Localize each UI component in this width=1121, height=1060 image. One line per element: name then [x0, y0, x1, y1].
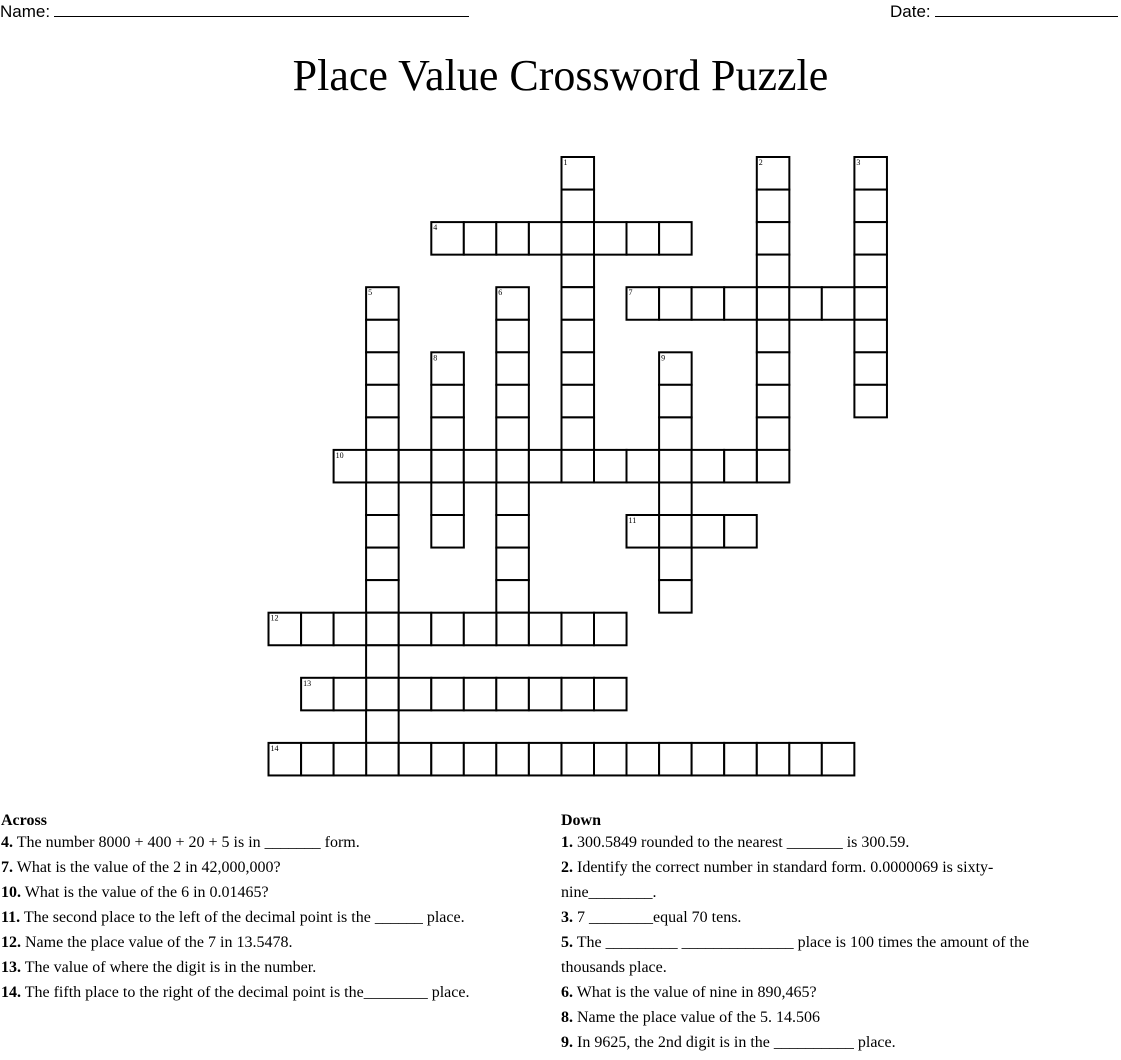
grid-cell[interactable]: [854, 255, 887, 288]
across-heading: Across: [1, 812, 47, 829]
across-clue: 11. The second place to the left of the decimal point is the ______ place.: [1, 909, 465, 926]
down-clues: [561, 812, 1081, 1055]
clue-number-label: 4: [433, 223, 438, 233]
grid-cell[interactable]: [464, 450, 497, 483]
grid-cell[interactable]: [366, 385, 399, 418]
grid-cell[interactable]: [529, 743, 562, 776]
grid-cell[interactable]: [757, 385, 790, 418]
name-blank-line[interactable]: [54, 2, 469, 17]
clue-number-label: 6: [498, 288, 503, 298]
grid-cell[interactable]: [529, 678, 562, 711]
grid-cell[interactable]: [464, 222, 497, 255]
grid-cell[interactable]: [659, 515, 692, 548]
grid-cell[interactable]: [757, 352, 790, 385]
across-clue: 14. The fifth place to the right of the decimal point is the________ place.: [1, 984, 470, 1001]
grid-cell[interactable]: [529, 222, 562, 255]
grid-cell[interactable]: [659, 548, 692, 581]
grid-cell[interactable]: [627, 515, 660, 548]
grid-cell[interactable]: [724, 515, 757, 548]
grid-cell[interactable]: [334, 678, 367, 711]
grid-cell[interactable]: [366, 710, 399, 743]
grid-cell[interactable]: [562, 417, 595, 450]
clue-number-label: 9: [661, 353, 666, 363]
grid-cell[interactable]: [496, 548, 529, 581]
grid-cell[interactable]: [594, 743, 627, 776]
down-clue: 8. Name the place value of the 5. 14.506: [561, 1009, 821, 1026]
grid-cell[interactable]: [757, 320, 790, 353]
across-clue: 12. Name the place value of the 7 in 13.5478.: [1, 934, 293, 951]
grid-cell[interactable]: [334, 450, 367, 483]
grid-cell[interactable]: [496, 417, 529, 450]
grid-cell[interactable]: [464, 678, 497, 711]
grid-cell[interactable]: [789, 287, 822, 320]
grid-cell[interactable]: [366, 320, 399, 353]
across-clue: 7. What is the value of the 2 in 42,000,000?: [1, 859, 281, 876]
grid-cell[interactable]: [659, 352, 692, 385]
grid-cell[interactable]: [431, 613, 464, 646]
grid-cell[interactable]: [496, 352, 529, 385]
grid-cell[interactable]: [659, 417, 692, 450]
grid-cell[interactable]: [431, 515, 464, 548]
clue-number-label: 3: [856, 158, 861, 167]
grid-cell[interactable]: [366, 548, 399, 581]
grid-cell[interactable]: [269, 743, 302, 776]
grid-cell[interactable]: [757, 287, 790, 320]
grid-cell[interactable]: [366, 450, 399, 483]
grid-cell[interactable]: [334, 743, 367, 776]
clue-number-label: 1: [563, 158, 568, 167]
grid-cell[interactable]: [366, 352, 399, 385]
grid-cell[interactable]: [724, 287, 757, 320]
grid-cell[interactable]: [562, 352, 595, 385]
name-field[interactable]: [0, 2, 469, 22]
clue-number-label: 12: [270, 613, 279, 623]
grid-cell[interactable]: [496, 613, 529, 646]
grid-cell[interactable]: [757, 417, 790, 450]
grid-cell[interactable]: [496, 678, 529, 711]
clue-number-label: 5: [368, 288, 373, 298]
grid-cell[interactable]: [431, 385, 464, 418]
grid-cell[interactable]: [496, 580, 529, 613]
grid-cell[interactable]: [529, 450, 562, 483]
grid-cell[interactable]: [854, 352, 887, 385]
grid-cell[interactable]: [562, 613, 595, 646]
across-clue: 10. What is the value of the 6 in 0.01465?: [1, 884, 269, 901]
grid-cell[interactable]: [399, 743, 432, 776]
clue-number-label: 10: [335, 450, 344, 460]
grid-cell[interactable]: [366, 613, 399, 646]
grid-cell[interactable]: [627, 287, 660, 320]
grid-cell[interactable]: [399, 678, 432, 711]
grid-cell[interactable]: [496, 743, 529, 776]
grid-cell[interactable]: [854, 190, 887, 223]
grid-cell[interactable]: [789, 743, 822, 776]
grid-cell[interactable]: [496, 320, 529, 353]
down-clue: 6. What is the value of nine in 890,465?: [561, 984, 817, 1001]
date-blank-line[interactable]: [935, 2, 1118, 17]
grid-cell[interactable]: [366, 678, 399, 711]
grid-cell[interactable]: [757, 450, 790, 483]
down-clue: 3. 7 ________equal 70 tens.: [561, 909, 742, 926]
grid-cell[interactable]: [757, 222, 790, 255]
across-clues: [1, 812, 541, 1005]
down-clue: 2. Identify the correct number in standard form. 0.0000069 is sixty-nine________.: [561, 859, 994, 901]
grid-cell[interactable]: [366, 645, 399, 678]
grid-cell[interactable]: [659, 222, 692, 255]
grid-cell[interactable]: [594, 613, 627, 646]
down-clue: 9. In 9625, the 2nd digit is in the __________ place.: [561, 1034, 896, 1051]
grid-cell[interactable]: [431, 450, 464, 483]
clue-number-label: 8: [433, 353, 438, 363]
down-clue: 5. The _________ ______________ place is 100 times the amount of the thousands place.: [561, 934, 1030, 976]
date-label: Date:: [890, 2, 931, 21]
grid-cell[interactable]: [757, 190, 790, 223]
clue-number-label: 2: [758, 158, 763, 167]
grid-cell[interactable]: [659, 743, 692, 776]
grid-cell[interactable]: [724, 450, 757, 483]
grid-cell[interactable]: [562, 385, 595, 418]
grid-cell[interactable]: [496, 450, 529, 483]
grid-cell[interactable]: [366, 743, 399, 776]
clue-number-label: 13: [303, 678, 312, 688]
grid-cell[interactable]: [594, 450, 627, 483]
grid-cell[interactable]: [334, 613, 367, 646]
grid-cell[interactable]: [594, 222, 627, 255]
grid-cell[interactable]: [366, 417, 399, 450]
grid-cell[interactable]: [757, 743, 790, 776]
grid-cell[interactable]: [659, 385, 692, 418]
down-clue: 1. 300.5849 rounded to the nearest _______ is 300.59.: [561, 834, 910, 851]
grid-cell[interactable]: [496, 483, 529, 516]
grid-cell[interactable]: [757, 157, 790, 190]
grid-cell[interactable]: [496, 385, 529, 418]
grid-cell[interactable]: [496, 287, 529, 320]
grid-cell[interactable]: [659, 580, 692, 613]
clue-number-label: 11: [628, 516, 637, 525]
grid-cell[interactable]: [822, 287, 855, 320]
grid-cell[interactable]: [627, 222, 660, 255]
clue-number-label: 7: [628, 288, 633, 298]
date-field[interactable]: [890, 2, 1118, 22]
grid-cell[interactable]: [659, 287, 692, 320]
grid-cell[interactable]: [366, 515, 399, 548]
grid-cell[interactable]: [366, 287, 399, 320]
grid-cell[interactable]: [562, 157, 595, 190]
grid-cell[interactable]: [822, 743, 855, 776]
down-clue-list: [561, 830, 1081, 1055]
grid-cell[interactable]: [854, 385, 887, 418]
grid-cell[interactable]: [431, 678, 464, 711]
grid-cell[interactable]: [431, 483, 464, 516]
grid-cell[interactable]: [464, 613, 497, 646]
grid-cell[interactable]: [562, 222, 595, 255]
grid-cell[interactable]: [562, 287, 595, 320]
across-clue: 13. The value of where the digit is in the number.: [1, 959, 317, 976]
grid-cell[interactable]: [431, 222, 464, 255]
grid-cell[interactable]: [854, 157, 887, 190]
grid-cell[interactable]: [269, 613, 302, 646]
grid-cell[interactable]: [464, 743, 497, 776]
grid-cell[interactable]: [692, 515, 725, 548]
grid-cell[interactable]: [301, 613, 334, 646]
grid-cell[interactable]: [562, 743, 595, 776]
grid-cell[interactable]: [659, 450, 692, 483]
grid-cell[interactable]: [431, 417, 464, 450]
grid-cell[interactable]: [366, 483, 399, 516]
grid-cell[interactable]: [562, 678, 595, 711]
grid-cell[interactable]: [627, 743, 660, 776]
grid-cell[interactable]: [854, 222, 887, 255]
page-title: Place Value Crossword Puzzle: [292, 51, 829, 100]
grid-cell[interactable]: [854, 287, 887, 320]
grid-cell[interactable]: [562, 450, 595, 483]
grid-cell[interactable]: [692, 287, 725, 320]
grid-cell[interactable]: [431, 743, 464, 776]
grid-cell[interactable]: [366, 580, 399, 613]
grid-cell[interactable]: [301, 743, 334, 776]
clue-number-label: 14: [270, 743, 279, 753]
across-clue-list: [1, 830, 541, 1005]
grid-cell[interactable]: [431, 352, 464, 385]
grid-cell[interactable]: [399, 613, 432, 646]
grid-cell[interactable]: [692, 450, 725, 483]
down-heading: Down: [561, 812, 602, 829]
grid-cell[interactable]: [496, 515, 529, 548]
across-clue: 4. The number 8000 + 400 + 20 + 5 is in _______ form.: [1, 834, 360, 851]
grid-cell[interactable]: [496, 222, 529, 255]
grid-cell[interactable]: [529, 613, 562, 646]
grid-cell[interactable]: [594, 678, 627, 711]
grid-cell[interactable]: [627, 450, 660, 483]
grid-cell[interactable]: [692, 743, 725, 776]
grid-cell[interactable]: [724, 743, 757, 776]
grid-cell[interactable]: [301, 678, 334, 711]
grid-cell[interactable]: [562, 190, 595, 223]
grid-cell[interactable]: [562, 320, 595, 353]
grid-cell[interactable]: [562, 255, 595, 288]
grid-cell[interactable]: [659, 483, 692, 516]
grid-cell[interactable]: [757, 255, 790, 288]
grid-cell[interactable]: [854, 320, 887, 353]
grid-cell[interactable]: [399, 450, 432, 483]
name-label: Name:: [0, 2, 51, 21]
